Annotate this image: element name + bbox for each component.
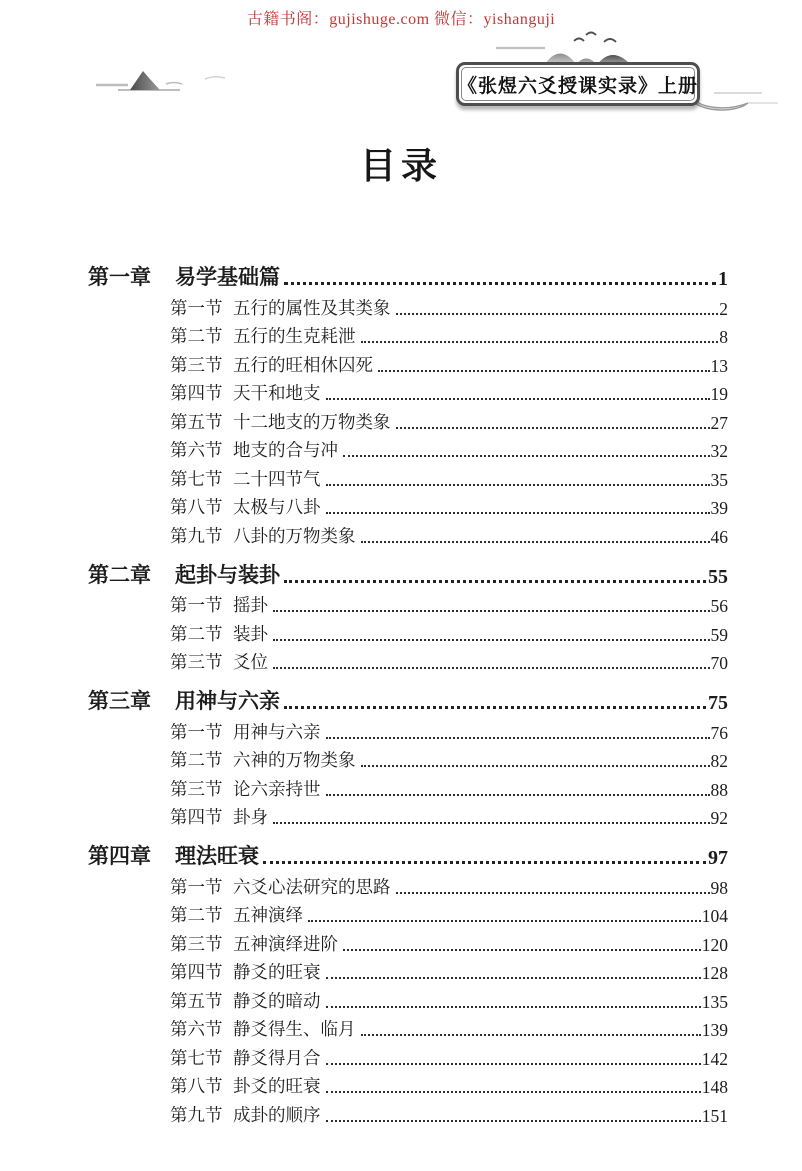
section-title: 六神的万物类象 [233,750,356,770]
book-title-banner-inner [458,67,699,101]
toc-section-row [88,801,728,830]
section-label: 第七节 [170,468,223,489]
page-title: 目录 [359,146,442,186]
chapter-label: 第一章 [88,265,151,289]
toc-section-row [88,744,728,773]
section-label: 第一节 [170,721,223,742]
toc-section-row [88,1098,728,1127]
section-label: 第八节 [170,1076,223,1096]
ink-mountains-left-icon [96,71,225,90]
section-page-number: 88 [710,779,728,800]
dot-leader [361,541,710,543]
section-title: 地支的合与冲 [233,440,338,460]
dot-leader [326,484,710,486]
chapter-page-number: 1 [718,268,728,290]
section-title: 静爻的暗动 [233,990,321,1011]
toc-chapter-row [88,556,728,589]
section-page-number: 46 [710,526,728,547]
toc-section-row [88,984,728,1013]
dot-leader [273,610,710,612]
section-title: 成卦的顺序 [233,1104,321,1125]
section-title: 八卦的万物类象 [233,525,356,546]
dot-leader [343,455,710,457]
section-label: 第八节 [170,497,223,517]
section-page-number: 76 [710,722,728,743]
toc-chapter-row [88,682,728,715]
dot-leader [396,427,710,429]
section-page-number: 70 [710,653,728,673]
dot-leader [273,639,710,641]
section-title: 五行的属性及其类象 [233,297,391,318]
dot-leader [273,822,710,824]
ribbon-swoosh-icon [690,93,778,110]
toc-section-row [88,646,728,675]
chapter-label: 第二章 [88,562,151,587]
section-label: 第一节 [170,595,223,615]
section-title: 五神演绎进阶 [233,933,338,954]
section-label: 第二节 [170,750,223,770]
section-title: 静爻的旺衰 [233,962,321,982]
section-page-number: 148 [701,1077,728,1097]
toc-section-row [88,617,728,646]
dot-leader [326,1091,701,1093]
toc-section-row [88,291,728,320]
section-title: 五行的旺相休囚死 [233,354,373,375]
toc-section-row [88,348,728,377]
toc-section-row [88,320,728,349]
section-page-number: 142 [701,1048,728,1069]
section-label: 第三节 [170,933,223,954]
toc-section-row [88,956,728,985]
toc-chapter-row [88,837,728,870]
toc-section-row [88,405,728,434]
chapter-title: 易学基础篇 [175,265,280,289]
section-label: 第六节 [170,1019,223,1039]
section-label: 第五节 [170,411,223,432]
section-label: 第三节 [170,778,223,799]
section-label: 第二节 [170,623,223,644]
section-title: 用神与六亲 [233,721,321,742]
section-page-number: 151 [701,1105,728,1126]
section-title: 卦身 [233,807,268,827]
toc-section-row [88,434,728,463]
dot-leader [273,667,710,669]
section-title: 六爻心法研究的思路 [233,876,391,897]
section-title: 静爻得生、临月 [233,1019,356,1039]
dot-leader [326,512,710,514]
section-title: 二十四节气 [233,468,321,489]
section-page-number: 13 [710,355,728,376]
section-page-number: 120 [701,934,728,955]
section-page-number: 59 [710,624,728,645]
section-title: 太极与八卦 [233,497,321,517]
section-title: 五神演绎 [233,905,303,925]
section-page-number: 104 [701,906,728,926]
dot-leader [343,949,701,951]
dot-leader [361,1034,701,1036]
section-title: 摇卦 [233,595,268,615]
section-label: 第二节 [170,326,223,346]
chapter-page-number: 97 [708,847,728,869]
section-title: 五行的生克耗泄 [233,326,356,346]
section-label: 第七节 [170,1047,223,1068]
dot-leader [284,580,706,583]
book-title: 《张煜六爻授课实录》上册 [458,75,699,97]
dot-leader [284,706,706,709]
chapter-title: 起卦与装卦 [175,562,280,587]
section-title: 卦爻的旺衰 [233,1076,321,1096]
toc-section-row [88,377,728,406]
section-label: 第五节 [170,990,223,1011]
section-title: 静爻得月合 [233,1047,321,1068]
dot-leader [308,920,701,922]
toc-section-row [88,715,728,744]
section-page-number: 56 [710,596,728,616]
watermark-text: 古籍书阁：gujishuge.com 微信：yishanguji [246,11,556,28]
section-title: 论六亲持世 [233,778,321,799]
section-page-number: 82 [710,751,728,771]
dot-leader [326,398,710,400]
dot-leader [326,794,710,796]
dot-leader [361,341,719,343]
toc-section-row [88,1041,728,1070]
dot-leader [326,1120,701,1122]
section-label: 第一节 [170,876,223,897]
chapter-label: 第四章 [88,844,151,868]
dot-leader [263,861,706,864]
section-title: 天干和地支 [233,383,321,403]
section-page-number: 128 [701,963,728,983]
toc-section-row [88,491,728,520]
section-label: 第九节 [170,525,223,546]
section-page-number: 19 [710,384,728,404]
dot-leader [396,892,710,894]
dot-leader [396,313,719,315]
section-page-number: 92 [710,808,728,828]
chapter-label: 第三章 [88,689,151,713]
chapter-page-number: 75 [708,692,728,714]
toc-section-row [88,899,728,928]
section-page-number: 98 [710,877,728,898]
chapter-page-number: 55 [708,565,728,588]
dot-leader [326,977,701,979]
dot-leader [326,1063,701,1065]
section-label: 第四节 [170,383,223,403]
section-page-number: 35 [710,469,728,490]
birds-icon [574,33,616,43]
section-title: 爻位 [233,652,268,672]
section-page-number: 39 [710,498,728,518]
section-label: 第三节 [170,354,223,375]
section-title: 装卦 [233,623,268,644]
section-page-number: 2 [719,298,728,319]
dot-leader [284,282,716,285]
book-title-banner [456,62,700,106]
section-label: 第九节 [170,1104,223,1125]
section-page-number: 139 [701,1020,728,1040]
section-label: 第四节 [170,962,223,982]
section-label: 第三节 [170,652,223,672]
toc-chapter-row [88,258,728,291]
dot-leader [326,1006,701,1008]
section-label: 第一节 [170,297,223,318]
section-page-number: 27 [710,412,728,433]
toc-section-row [88,519,728,548]
toc-section-row [88,462,728,491]
dot-leader [361,765,710,767]
toc-section-row [88,927,728,956]
toc [88,258,728,1127]
toc-section-row [88,1013,728,1042]
chapter-title: 用神与六亲 [175,689,280,713]
toc-section-row [88,1070,728,1099]
section-label: 第四节 [170,807,223,827]
chapter-title: 理法旺衰 [175,844,259,868]
section-page-number: 8 [719,327,728,347]
section-label: 第二节 [170,905,223,925]
section-page-number: 32 [710,441,728,461]
toc-section-row [88,870,728,899]
dot-leader [326,737,710,739]
section-title: 十二地支的万物类象 [233,411,391,432]
section-label: 第六节 [170,440,223,460]
section-page-number: 135 [701,991,728,1012]
toc-section-row [88,589,728,618]
dot-leader [378,370,710,372]
toc-section-row [88,772,728,801]
